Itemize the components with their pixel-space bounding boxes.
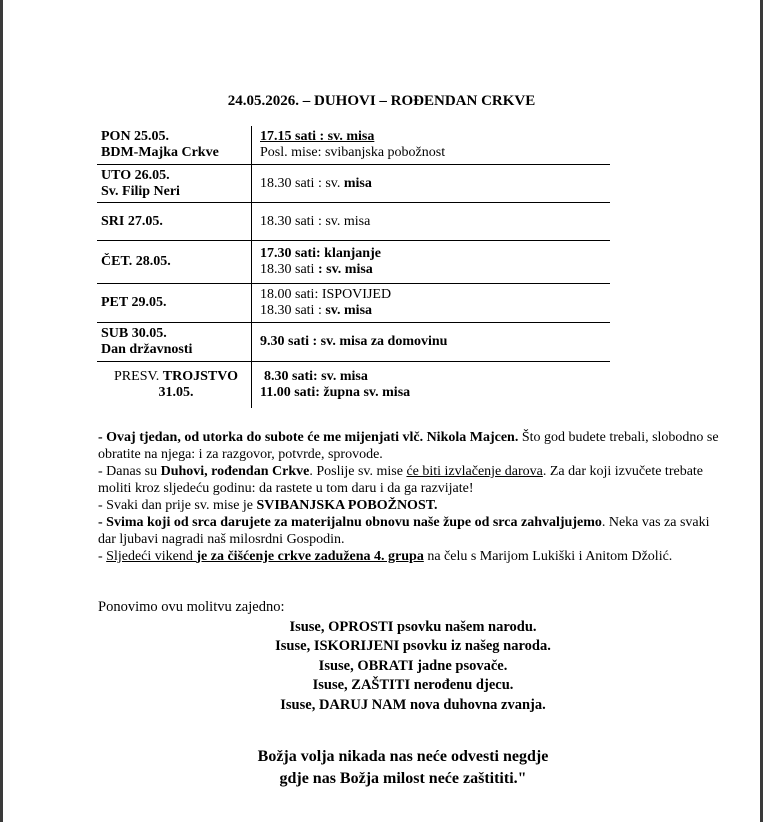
- schedule-row-tuesday: [97, 165, 610, 203]
- day-date: PON 25.05.: [101, 129, 170, 144]
- announcement-bold: SVIBANJSKA POBOŽNOST.: [256, 498, 438, 513]
- times-cell: [252, 165, 610, 202]
- day-cell: [97, 165, 252, 202]
- time-line: 18.30 sati : sv. misa: [260, 213, 371, 229]
- schedule-row-monday: [97, 126, 610, 165]
- schedule-row-wednesday: [97, 203, 610, 241]
- schedule-row-saturday: [97, 323, 610, 362]
- announcement-text: Što god budete trebali, slobodno se obratite na njega: i za razgovor, potvrde, sprovode.: [98, 430, 719, 462]
- time-line: 8.30 sati: sv. misa: [264, 369, 368, 384]
- time-line: 17.30 sati: klanjanje: [260, 246, 381, 261]
- announcements: [98, 429, 728, 565]
- prayer-line: Isuse, OPROSTI psovku našem narodu.: [289, 619, 537, 635]
- day-cell: [97, 126, 252, 164]
- day-cell: [97, 241, 252, 283]
- announcement-text: -: [98, 549, 107, 564]
- announcement-item: [98, 497, 728, 514]
- page-title: 24.05.2026. – DUHOVI – ROĐENDAN CRKVE: [227, 93, 536, 109]
- day-date: SUB 30.05.: [101, 326, 167, 341]
- announcement-item: [98, 514, 728, 548]
- day-date: ČET. 28.05.: [101, 254, 171, 269]
- quote-line: gdje nas Božja milost neće zaštititi.": [279, 770, 527, 787]
- announcement-text: . Za dar koji izvučete trebate moliti kroz sljedeću godinu: da rastete u tom daru i da ga razvijate!: [98, 464, 704, 496]
- time-line: [260, 176, 610, 192]
- times-cell: [252, 284, 610, 322]
- prayer-line: Isuse, DARUJ NAM nova duhovna zvanja.: [280, 696, 546, 713]
- announcement-bold: Duhovi, rođendan Crkve: [160, 464, 310, 479]
- time-text: 18.30 sati: [260, 262, 318, 277]
- day-feast: Dan državnosti: [101, 342, 193, 357]
- times-cell: [252, 203, 610, 240]
- announcement-bold-underlined: je za čišćenje crkve zadužena 4. grupa: [196, 549, 424, 564]
- announcement-text: . Neka vas za svaki dar ljubavi nagradi naš milosrdni Gospodin.: [98, 515, 710, 547]
- viewer-edge-right: [760, 0, 763, 822]
- day-feast: [101, 369, 251, 385]
- schedule-row-sunday: [97, 362, 610, 408]
- quote-line: Božja volja nikada nas neće odvesti negdje: [257, 748, 549, 765]
- time-line: 9.30 sati : sv. misa za domovinu: [260, 334, 448, 349]
- announcement-bold: - Ovaj tjedan, od utorka do subote će me mijenjati vlč. Nikola Majcen.: [98, 430, 519, 445]
- announcement-underlined: će biti izvlačenje darova: [406, 464, 543, 479]
- prayer-line: Isuse, ISKORIJENI psovku iz našeg naroda.: [275, 638, 551, 655]
- day-feast-name: TROJSTVO: [162, 369, 238, 384]
- announcement-item: [98, 548, 728, 565]
- announcement-underlined: Sljedeći vikend: [106, 549, 197, 564]
- day-cell: [97, 323, 252, 361]
- closing-quote: [203, 746, 603, 790]
- announcement-text: na čelu s Marijom Lukiški i Anitom Džolić.: [423, 549, 673, 564]
- day-date: PET 29.05.: [101, 295, 167, 310]
- prayer-line: Isuse, ZAŠTITI nerođenu djecu.: [312, 677, 514, 694]
- time-line: 11.00 sati: župna sv. misa: [260, 385, 411, 400]
- times-cell: [252, 126, 610, 164]
- prayer-block: [253, 618, 573, 715]
- time-line: [260, 303, 610, 319]
- time-line: [260, 262, 610, 278]
- time-text-bold: misa: [343, 175, 372, 191]
- day-feast-prefix: PRESV.: [114, 369, 163, 384]
- times-cell: [252, 362, 610, 408]
- announcement-bold: - Svima koji od srca darujete za materijalnu obnovu naše župe od srca zahvaljujemo: [98, 515, 602, 530]
- times-cell: [252, 323, 610, 361]
- prayer-intro: Ponovimo ovu molitvu zajedno:: [98, 599, 285, 615]
- prayer-line: Isuse, OBRATI jadne psovače.: [318, 657, 508, 674]
- day-cell: [97, 284, 252, 322]
- announcement-text: . Poslije sv. mise: [309, 464, 407, 479]
- day-date: SRI 27.05.: [101, 213, 163, 229]
- mass-schedule-table: [97, 126, 610, 408]
- day-date: 31.05.: [158, 385, 194, 400]
- time-line: 17.15 sati : sv. misa: [260, 129, 375, 144]
- time-line: 18.00 sati: ISPOVIJED: [260, 287, 392, 302]
- time-text: 18.30 sati : sv.: [260, 175, 344, 191]
- time-text-bold: : sv. misa: [317, 262, 373, 277]
- announcement-text: - Danas su: [98, 464, 161, 479]
- announcement-item: [98, 463, 728, 497]
- announcement-text: - Svaki dan prije sv. mise je: [98, 498, 257, 513]
- day-feast: BDM-Majka Crkve: [101, 145, 219, 160]
- document-page: [3, 0, 760, 822]
- day-cell: [97, 362, 252, 408]
- time-text-bold: sv. misa: [325, 303, 373, 318]
- schedule-row-friday: [97, 284, 610, 323]
- schedule-row-thursday: [97, 241, 610, 284]
- announcement-item: [98, 429, 728, 463]
- day-feast: Sv. Filip Neri: [101, 183, 180, 199]
- day-date: UTO 26.05.: [101, 167, 170, 183]
- day-cell: [97, 203, 252, 240]
- times-cell: [252, 241, 610, 283]
- time-text: 18.30 sati :: [260, 303, 326, 318]
- time-line: Posl. mise: svibanjska pobožnost: [260, 145, 446, 160]
